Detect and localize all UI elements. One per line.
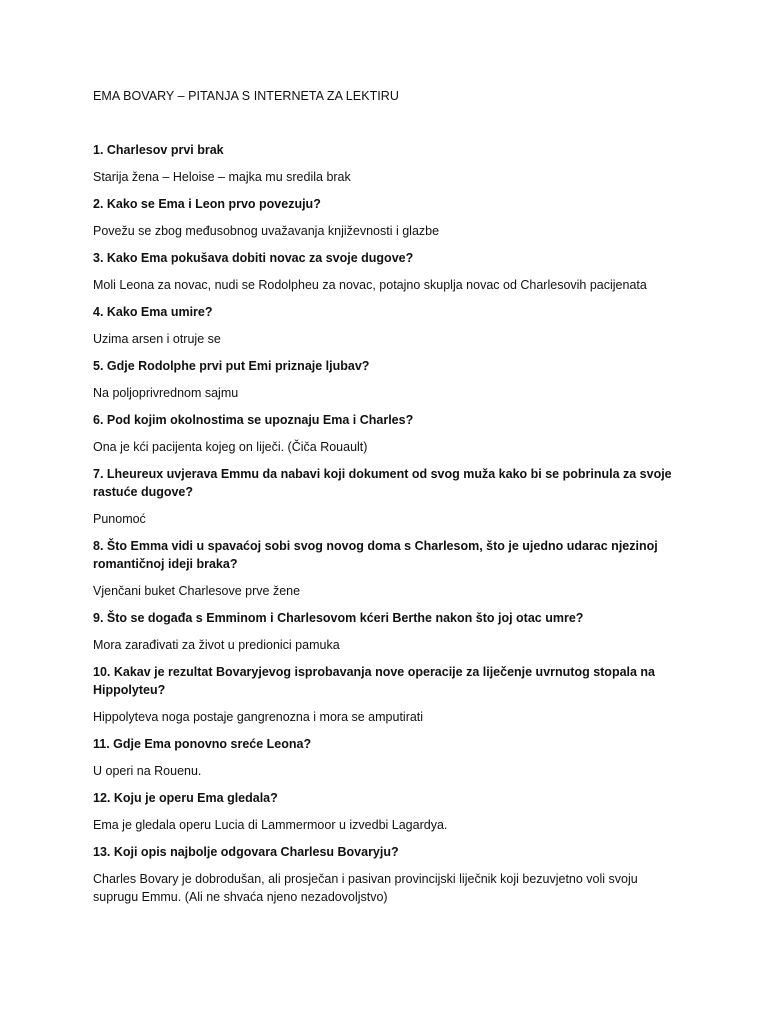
answer-text: Povežu se zbog međusobnog uvažavanja književnosti i glazbe [93, 224, 440, 238]
answer-text: Mora zarađivati za život u predionici pamuka [93, 638, 340, 652]
answer-text: Uzima arsen i otruje se [93, 332, 221, 346]
qa-item-10 [93, 663, 673, 726]
qa-item-12 [93, 789, 673, 834]
answer-text: Ona je kći pacijenta kojeg on liječi. (Čiča Rouault) [93, 440, 368, 454]
answer-text: U operi na Rouenu. [93, 764, 202, 778]
question-text: 7. Lheureux uvjerava Emmu da nabavi koji dokument od svog muža kako bi se pobrinula za svoje rastuće dugove? [93, 467, 672, 499]
qa-item-6 [93, 411, 673, 456]
answer-text: Vjenčani buket Charlesove prve žene [93, 584, 301, 598]
question-text: 10. Kakav je rezultat Bovaryjevog isprobavanja nove operacije za liječenje uvrnutog stopala na Hippolyteu? [93, 665, 656, 697]
qa-item-8 [93, 537, 673, 600]
question-text: 1. Charlesov prvi brak [93, 143, 224, 157]
question-text: 13. Koji opis najbolje odgovara Charlesu Bovaryju? [93, 845, 399, 859]
qa-item-11 [93, 735, 673, 780]
question-text: 6. Pod kojim okolnostima se upoznaju Ema i Charles? [93, 413, 414, 427]
qa-item-13 [93, 843, 673, 906]
answer-text: Moli Leona za novac, nudi se Rodolpheu za novac, potajno skuplja novac od Charlesovih pacijenata [93, 278, 647, 292]
document-title: EMA BOVARY – PITANJA S INTERNETA ZA LEKTIRU [93, 89, 399, 103]
qa-item-3 [93, 249, 673, 294]
question-text: 2. Kako se Ema i Leon prvo povezuju? [93, 197, 321, 211]
document-content [93, 87, 673, 915]
question-text: 12. Koju je operu Ema gledala? [93, 791, 278, 805]
answer-text: Ema je gledala operu Lucia di Lammermoor u izvedbi Lagardya. [93, 818, 448, 832]
question-text: 8. Što Emma vidi u spavaćoj sobi svog novog doma s Charlesom, što je ujedno udarac njezinoj romantičnoj ideji braka? [93, 539, 658, 571]
qa-item-4 [93, 303, 673, 348]
question-text: 11. Gdje Ema ponovno sreće Leona? [93, 737, 312, 751]
qa-item-2 [93, 195, 673, 240]
answer-text: Na poljoprivrednom sajmu [93, 386, 239, 400]
qa-item-9 [93, 609, 673, 654]
question-text: 4. Kako Ema umire? [93, 305, 213, 319]
question-text: 5. Gdje Rodolphe prvi put Emi priznaje ljubav? [93, 359, 370, 373]
answer-text: Charles Bovary je dobrodušan, ali prosječan i pasivan provincijski liječnik koji bezuvjetno voli svoju suprugu Emmu. (Ali ne shvaća njeno nezadovoljstvo) [93, 872, 638, 904]
qa-item-5 [93, 357, 673, 402]
answer-text: Hippolyteva noga postaje gangrenozna i mora se amputirati [93, 710, 424, 724]
qa-item-7 [93, 465, 673, 528]
question-text: 3. Kako Ema pokušava dobiti novac za svoje dugove? [93, 251, 414, 265]
answer-text: Starija žena – Heloise – majka mu sredila brak [93, 170, 351, 184]
question-text: 9. Što se događa s Emminom i Charlesovom kćeri Berthe nakon što joj otac umre? [93, 611, 584, 625]
answer-text: Punomoć [93, 512, 146, 526]
qa-item-1 [93, 141, 673, 186]
